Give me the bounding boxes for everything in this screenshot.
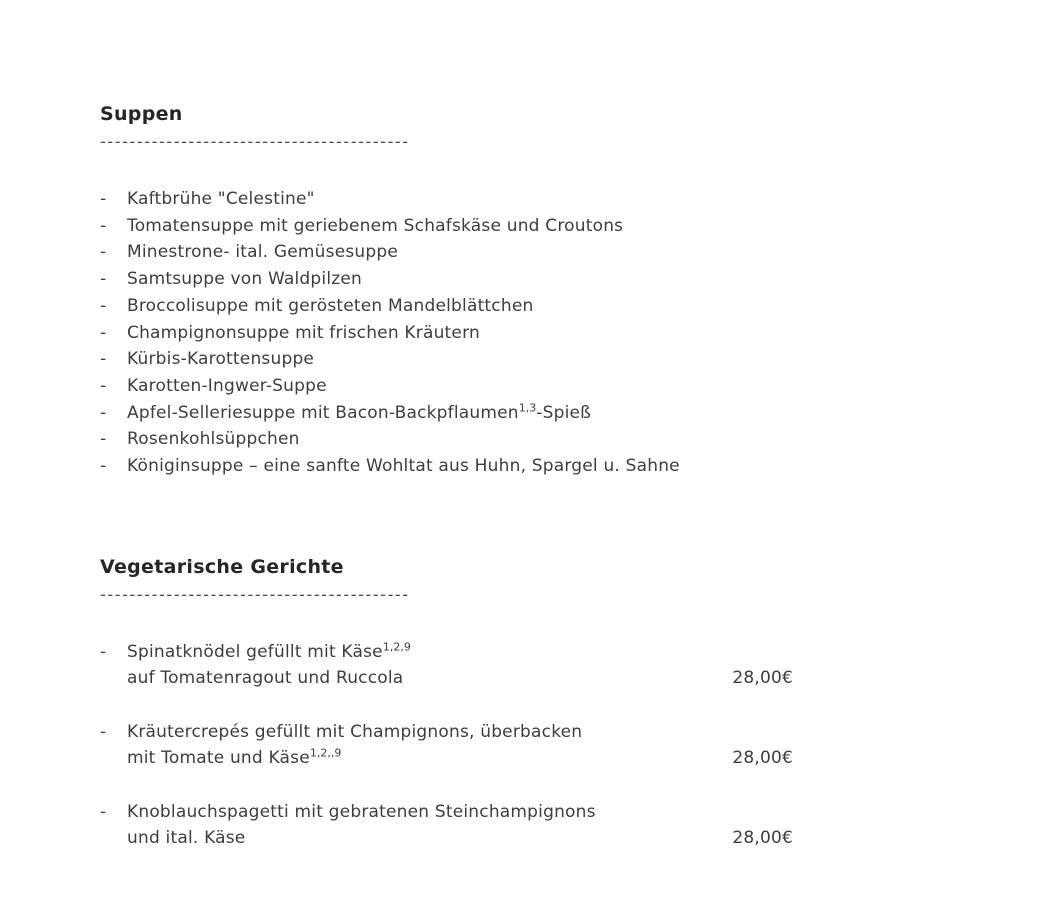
bullet-dash: -: [100, 641, 107, 662]
item-text: Karotten-Ingwer-Suppe: [127, 375, 327, 396]
section-suppen: [100, 103, 800, 480]
section-vegetarische-gerichte: [100, 556, 800, 852]
section-title-vegetarische-gerichte: Vegetarische Gerichte: [100, 555, 344, 578]
bullet-dash: -: [100, 295, 107, 316]
item-text: Champignonsuppe mit frischen Kräutern: [127, 322, 480, 343]
bullet-dash: -: [100, 402, 107, 423]
footnote-superscript: 1,2,9: [382, 640, 411, 654]
list-item: [100, 453, 800, 480]
soup-list: [100, 186, 800, 480]
bullet-dash: -: [100, 429, 107, 450]
item-line-1: [100, 639, 793, 666]
list-item: [100, 320, 800, 347]
bullet-dash: -: [100, 269, 107, 290]
list-item: [100, 719, 793, 772]
veg-list: [100, 639, 800, 852]
bullet-dash: -: [100, 189, 107, 209]
list-item: [100, 239, 800, 266]
list-item: [100, 799, 793, 852]
item-text: Minestrone- ital. Gemüsesuppe: [127, 242, 399, 263]
item-text: mit Tomate und Käse$^{1,2,,9}$: [127, 746, 342, 769]
footnote-superscript: 1,2,,9: [309, 746, 342, 760]
item-line-1: [100, 719, 793, 746]
list-item: [100, 639, 793, 692]
item-text: Tomatensuppe mit geriebenem Schafskäse und Croutons: [127, 215, 624, 236]
item-line-2: [100, 825, 793, 852]
item-line-2: [100, 745, 793, 772]
item-text: Knoblauchspagetti mit gebratenen Steinchampignons: [127, 801, 596, 822]
item-text: Königinsuppe – eine sanfte Wohltat aus Huhn, Spargel u. Sahne: [127, 456, 680, 477]
item-price: 28,00€: [732, 828, 793, 849]
list-item: [100, 426, 800, 453]
menu-content: [100, 0, 800, 878]
item-price: 28,00€: [732, 668, 793, 689]
item-text: Kräutercrepés gefüllt mit Champignons, überbacken: [127, 721, 583, 742]
item-line-2: [100, 665, 793, 692]
bullet-dash: -: [100, 349, 107, 370]
list-item: [100, 213, 800, 240]
list-item: [100, 400, 800, 427]
item-text: und ital. Käse: [127, 828, 246, 849]
footnote-superscript: 1,3: [518, 400, 537, 414]
list-item: [100, 346, 800, 373]
bullet-dash: -: [100, 215, 107, 236]
item-text: Rosenkohlsüppchen: [127, 429, 300, 450]
item-text: Kaftbrühe "Celestine": [127, 189, 315, 209]
item-text: Kürbis-Karottensuppe: [127, 349, 315, 370]
list-item: [100, 293, 800, 320]
section-divider: ------------------------------------------: [100, 134, 410, 150]
item-text: Apfel-Selleriesuppe mit Bacon-Backpflaumen$^{1,3}$-Spieß: [127, 400, 592, 423]
item-text: Broccolisuppe mit gerösteten Mandelblättchen: [127, 295, 534, 316]
item-price: 28,00€: [732, 748, 793, 769]
bullet-dash: -: [100, 801, 107, 822]
bullet-dash: -: [100, 242, 107, 263]
item-text: Spinatknödel gefüllt mit Käse$^{1,2,9}$: [127, 640, 411, 662]
list-item: [100, 266, 800, 293]
list-item: [100, 186, 800, 213]
bullet-dash: -: [100, 721, 107, 742]
section-divider: ------------------------------------------: [100, 586, 410, 603]
section-title-suppen: Suppen: [100, 103, 183, 125]
item-text: auf Tomatenragout und Ruccola: [127, 668, 404, 689]
item-text: Samtsuppe von Waldpilzen: [127, 269, 362, 290]
bullet-dash: -: [100, 322, 107, 343]
bullet-dash: -: [100, 456, 107, 477]
item-line-1: [100, 799, 793, 826]
bullet-dash: -: [100, 375, 107, 396]
list-item: [100, 373, 800, 400]
